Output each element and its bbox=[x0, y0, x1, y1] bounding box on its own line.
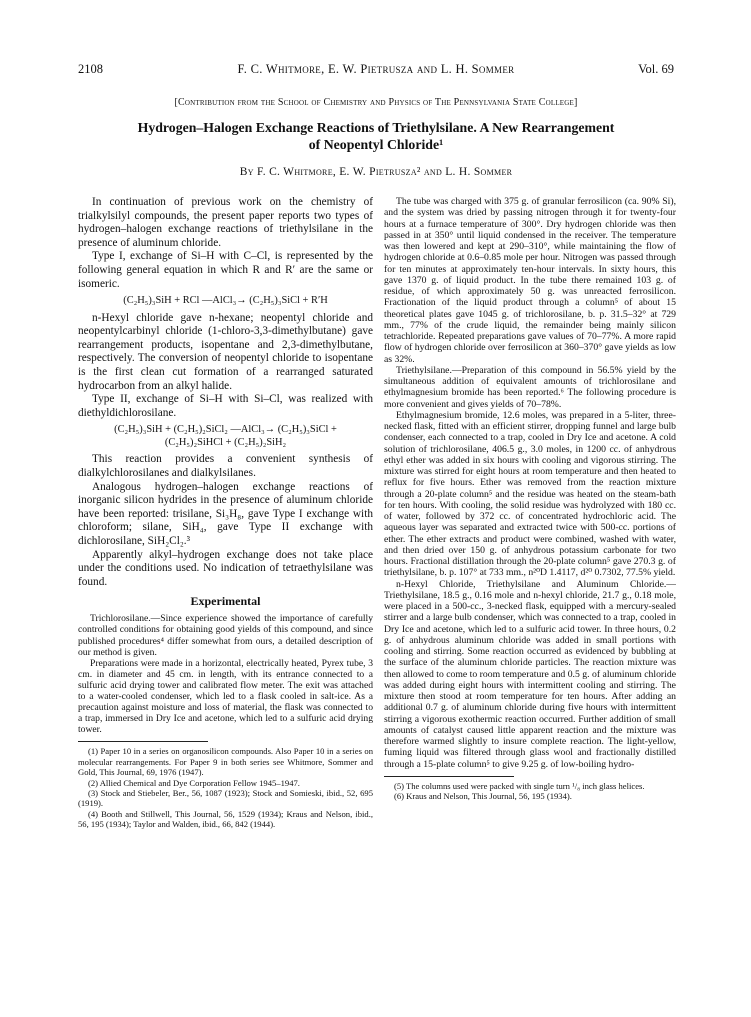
paragraph-alkyl-exchange: Apparently alkyl–hydrogen exchange does not take place under the conditions used. No indication of tetraethylsilane was found. bbox=[78, 548, 373, 588]
contribution-line: [Contribution from the School of Chemistry and Physics of The Pennsylvania State College] bbox=[174, 97, 578, 108]
article-title bbox=[78, 119, 674, 153]
paragraph-type-two: Type II, exchange of Si–H with Si–Cl, was realized with diethyldichlorosilane. bbox=[78, 393, 373, 419]
running-authors: F. C. Whitmore, E. W. Pietrusza and L. H. Sommer bbox=[237, 62, 515, 76]
footnote-3: (3) Stock and Stiebeler, Ber., 56, 1087 (1923); Stock and Somieski, ibid., 52, 695 (1919). bbox=[78, 788, 373, 809]
footnote-5: (5) The columns used were packed with single turn ¹/₈ inch glass helices. bbox=[394, 780, 645, 791]
footnote-divider-right bbox=[384, 776, 514, 777]
equation-type-two-line-2: (C₂H₅)₂SiHCl + (C₂H₅)₂SiH₂ bbox=[164, 436, 287, 448]
title-line-1: Hydrogen–Halogen Exchange Reactions of Triethylsilane. A New Rearrangement bbox=[137, 120, 615, 135]
paragraph-rearrangement: n-Hexyl chloride gave n-hexane; neopentyl chloride and neopentylcarbinyl chloride (1-chloro-3,3-dimethylbutane) gave rearrangement products, isopentane and 2,3-dimethylbutane, respectively. The conversion of neopentyl chloride to isopentane is the first clean cut formation of a rearranged saturated hydrocarbon from an alkyl halide. bbox=[78, 311, 373, 392]
equation-type-one: (C₂H₅)₃SiH + RCl —AlCl₃→ (C₂H₅)₃SiCl + R′H bbox=[123, 295, 328, 307]
paragraph-preparations: Preparations were made in a horizontal, electrically heated, Pyrex tube, 3 cm. in diameter and 45 cm. in length, with its entrance connected to a sulfuric acid drying tower and calibrated flow meter. The exit was attached to a water-cooled condenser, which led to a flask cooled in salt-ice. As a precaution against moisture and loss of material, the flask was connected to a trap, immersed in Dry Ice and acetone, which led to a sulfuric acid drying tower. bbox=[78, 657, 373, 736]
footnote-divider bbox=[78, 741, 208, 742]
footnote-4: (4) Booth and Stillwell, This Journal, 56, 1529 (1934); Kraus and Nelson, ibid., 56, 195 (1934); Taylor and Walden, ibid., 66, 842 (1944). bbox=[78, 808, 373, 830]
byline: By F. C. Whitmore, E. W. Pietrusza² and L. H. Sommer bbox=[239, 166, 513, 178]
right-column bbox=[384, 196, 676, 971]
page-number: 2108 bbox=[78, 62, 103, 76]
paragraph-triethylsilane: Triethylsilane.—Preparation of this compound in 56.5% yield by the simultaneous addition of equivalent amounts of trichlorosilane and ethylmagnesium bromide has been reported.⁶ The following procedure is more convenient and gives yields of 70–78%. bbox=[384, 364, 676, 410]
paragraph-type-one: Type I, exchange of Si–H with C–Cl, is represented by the following general equation in which R and R′ are the same or isomeric. bbox=[78, 250, 373, 290]
footnote-2: (2) Allied Chemical and Dye Corporation Fellow 1945–1947. bbox=[88, 777, 300, 788]
equation-type-two-line-1: (C₂H₅)₃SiH + (C₂H₅)₂SiCl₂ —AlCl₃→ (C₂H₅)₃SiCl + bbox=[114, 424, 337, 436]
paragraph-trichlorosilane: Trichlorosilane.—Since experience showed the importance of carefully controlled conditions for obtaining good yields of this compound, and since published procedures⁴ differ somewhat from ours, a detailed description of our method is given. bbox=[78, 613, 373, 658]
paragraph-ferrosilicon: The tube was charged with 375 g. of granular ferrosilicon (ca. 90% Si), and the system was dried by passing nitrogen through it for twenty-four hours at a furnace temperature of 300°. Dry hydrogen chloride was then passed in at 350° until liquid condensed in the receiver. The temperature was then lowered and kept at 290–310°, while maintaining the flow of hydrogen chloride at 0.6–0.85 mole per hour. Nitrogen was passed through for ten minutes at approximately ten-hour intervals. In sixty hours, this gave 1370 g. of liquid product. In the tube there remained 103 g. of residue, of which approximately 50 g. was unreacted ferrosilicon. Fractionation of the liquid product through a column⁵ of about 15 theoretical plates gave 1045 g. of trichlorosilane, b. p. 31.5–32° at 729 mm., 77% of the crude liquid, the remainder being mainly silicon tetrachloride. Repeated preparations gave values of 70–77%. A more rapid flow of hydrogen chloride over ferrosilicon at 360–370° gave yields as low as 32%. bbox=[384, 196, 676, 365]
paragraph-synthesis: This reaction provides a convenient synthesis of dialkylchlorosilanes and dialkylsilanes. bbox=[78, 453, 373, 479]
title-line-2: of Neopentyl Chloride¹ bbox=[308, 137, 444, 152]
paragraph-intro: In continuation of previous work on the chemistry of trialkylsilyl compounds, the present paper reports two types of hydrogen–halogen exchange reactions of triethylsilane in the presence of aluminum chloride. bbox=[78, 196, 373, 249]
left-column bbox=[78, 196, 373, 971]
paragraph-hexyl-chloride: n-Hexyl Chloride, Triethylsilane and Aluminum Chloride.—Triethylsilane, 18.5 g., 0.16 mole and n-hexyl chloride, 21.7 g., 0.18 mole, were placed in a 500-cc., 3-necked flask, equipped with a mercury-sealed stirrer and a large bulb condenser, which was connected to a trap, cooled in Dry Ice and acetone, which led to a sulfuric acid tower. In three hours, 0.2 g. of anhydrous aluminum chloride was added in small portions with cooling and stirring. Some reaction occurred as evidenced by bubbling at the surface of the aluminum chloride particles. The reaction mixture was then allowed to come to room temperature and 0.5 g. of aluminum chloride was added during eight hours with intermittent cooling and stirring. The mixture then stood at room temperature for ten hours. After adding an additional 0.7 g. of aluminum chloride during five hours with intermittent stirring a vigorous exothermic reaction occurred. Further addition of small amounts of catalyst caused little apparent reaction and the mixture was therefore warmed slightly to insure complete reaction. The light-yellow, fuming liquid was filtered through glass wool and fractionally distilled through a 15-plate column⁵ to give 9.25 g. of low-boiling hydro- bbox=[384, 578, 676, 770]
footnote-6: (6) Kraus and Nelson, This Journal, 56, 195 (1934). bbox=[394, 791, 572, 802]
footnote-1: (1) Paper 10 in a series on organosilicon compounds. Also Paper 10 in a series on molecular rearrangements. For Paper 9 in both series see Whitmore, Sommer and Gold, This Journal, 69, 1976 (1947). bbox=[78, 746, 373, 778]
paragraph-analogous: Analogous hydrogen–halogen exchange reactions of inorganic silicon hydrides in the presence of aluminum chloride have been reported: trisilane, Si₃H₈, gave Type I exchange with chloroform; silane, SiH₄, gave Type II exchange with dichlorosilane, SiH₂Cl₂.³ bbox=[78, 480, 373, 547]
paragraph-ethylmagnesium-bromide: Ethylmagnesium bromide, 12.6 moles, was prepared in a 5-liter, three-necked flask, fitted with an efficient stirrer, dropping funnel and large bulb condenser, each connected to a trap, cooled in Dry Ice and acetone. A cold solution of trichlorosilane, 406.5 g., 3.0 moles, in 1200 cc. of anhydrous ethyl ether was added in six hours with cooling and vigorous stirring. The mixture was stirred for eight hours at room temperature and then heated to reflux for five hours. Ether was removed from the reaction mixture through a 20-plate column⁵ and the residue was heated on the steam-bath for ten hours. With cooling, the solid residue was hydrolyzed with 180 cc. of water, followed by 372 cc. of concentrated hydrochloric acid. The aqueous layer was separated and extracted twice with 500-cc. portions of ether. The ether extracts and product were combined, washed with water, and then dried over 150 g. of anhydrous potassium carbonate for two hours. Fractional distillation through the 20-plate column⁵ gave 270.3 g. of triethylsilane, b. p. 107° at 733 mm., n²⁰D 1.4117, d²⁰ 0.7302, 77.5% yield. bbox=[384, 409, 676, 579]
section-heading-experimental: Experimental bbox=[190, 594, 261, 609]
equation-type-two bbox=[78, 424, 373, 449]
volume-number: Vol. 69 bbox=[638, 62, 674, 76]
